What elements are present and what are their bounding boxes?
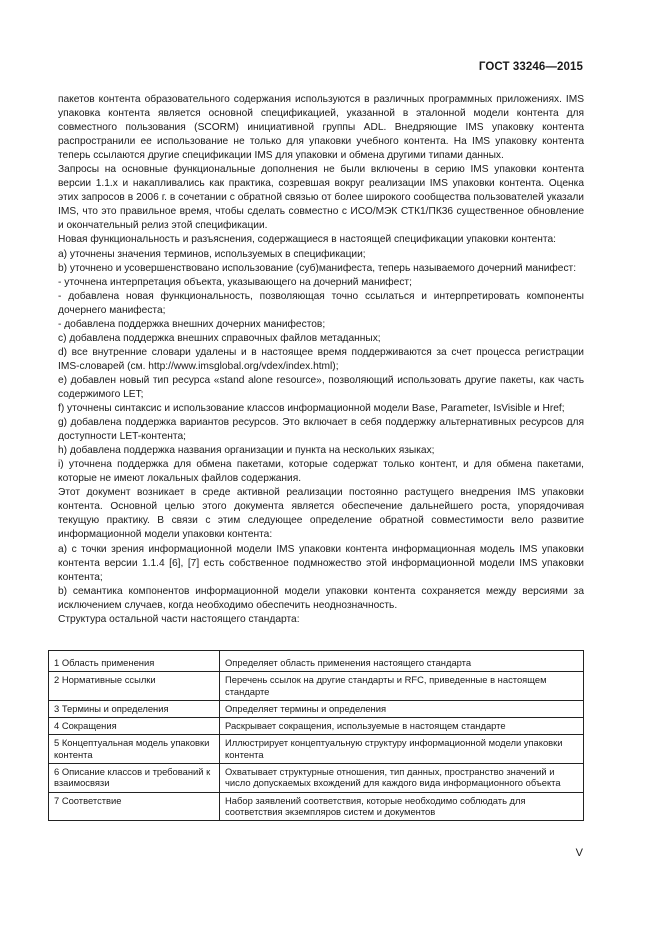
- paragraph: Этот документ возникает в среде активной реализации постоянно растущего внедрения IMS упаковки контента. Основной целью этого документа является обеспечение дальнейшего роста, упорядочивая текущую практику. В связи с этим следующее определение обратной совместимости вело развитие информационной модели упаковки контента:: [58, 487, 584, 541]
- description-cell: Определяет область применения настоящего стандарта: [220, 651, 584, 672]
- section-cell: 7 Соответствие: [49, 792, 220, 821]
- paragraph: пакетов контента образовательного содержания используются в различных программных приложениях. IMS упаковка контента является основной спецификацией, указанной в эталонной модели контента для совместного пользования (SCORM) инициативной группы ADL. Внедряющие IMS упаковку контента распространили ее использование не только для упаковки учебного контента. На IMS упаковку контента теперь ссылаются другие спецификации IMS для упаковки и обмена другими типами данных.: [58, 94, 584, 162]
- table-row: [49, 792, 584, 821]
- table-row: [49, 672, 584, 701]
- dash-item: - добавлена поддержка внешних дочерних манифестов;: [58, 318, 326, 330]
- list-item: а) уточнены значения терминов, используемых в спецификации;: [58, 248, 366, 260]
- table-row: [49, 700, 584, 717]
- paragraph: Новая функциональность и разъяснения, содержащиеся в настоящей спецификации упаковки контента:: [58, 234, 556, 246]
- paragraph: Запросы на основные функциональные дополнения не были включены в серию IMS упаковки контента версии 1.1.x и накапливались как практика, созревшая вокруг реализации IMS упаковки контента. Оценка этих запросов в 2006 г. в сочетании с обратной связью от более широкого сообщества пользователей указали IMS, что это правильное время, чтобы сделать совместно с ИСО/МЭК СТК1/ПК36 существенное обновление и окончательный релиз этой спецификации.: [58, 164, 584, 232]
- paragraph: Структура остальной части настоящего стандарта:: [58, 613, 300, 625]
- list-item: с) добавлена поддержка внешних справочных файлов метаданных;: [58, 332, 381, 344]
- section-cell: 5 Концептуальная модель упаковки контента: [49, 735, 220, 764]
- section-cell: 6 Описание классов и требований к взаимосвязи: [49, 764, 220, 793]
- document-header: ГОСТ 33246—2015: [478, 61, 583, 73]
- description-cell: Раскрывает сокращения, используемые в настоящем стандарте: [220, 718, 584, 735]
- table-row: [49, 651, 584, 672]
- list-item: i) уточнена поддержка для обмена пакетами, которые содержат только контент, и для обмена пакетами, которые не имеют локальных файлов содержания.: [58, 459, 584, 485]
- list-item: е) добавлен новый тип ресурса «stand alone resource», позволяющий использовать другие пакеты, как часть содержимого LET;: [58, 374, 584, 400]
- description-cell: Охватывает структурные отношения, тип данных, пространство значений и число допускаемых вхождений для каждого вида информационного объекта: [220, 764, 584, 793]
- list-item: d) все внутренние словари удалены и в настоящее время поддерживаются за счет процесса регистрации IMS-словарей (см. http://www.imsglobal.org/vdex/index.html);: [58, 346, 584, 372]
- table-row: [49, 764, 584, 793]
- table-row: [49, 718, 584, 735]
- description-cell: Иллюстрирует концептуальную структуру информационной модели упаковки контента: [220, 735, 584, 764]
- list-item: а) с точки зрения информационной модели IMS упаковки контента информационная модель IMS упаковки контента версии 1.1.4 [6], [7] есть собственное подмножество этой информационной модели IMS упаковки контента;: [58, 543, 584, 583]
- table-row: [49, 735, 584, 764]
- body-text: [58, 93, 584, 627]
- list-item: b) семантика компонентов информационной модели упаковки контента сохраняется между версиями за исключением случаев, когда необходимо обеспечить неоднозначность.: [58, 585, 584, 611]
- section-cell: 1 Область применения: [49, 651, 220, 672]
- structure-table: [48, 650, 584, 821]
- dash-item: - добавлена новая функциональность, позволяющая точно ссылаться и интерпретировать компоненты дочернего манифеста;: [58, 290, 584, 316]
- section-cell: 4 Сокращения: [49, 718, 220, 735]
- list-item: b) уточнено и усовершенствовано использование (суб)манифеста, теперь называемого дочерний манифест:: [58, 262, 577, 274]
- dash-item: - уточнена интерпретация объекта, указывающего на дочерний манифест;: [58, 276, 412, 288]
- section-cell: 2 Нормативные ссылки: [49, 672, 220, 701]
- description-cell: Набор заявлений соответствия, которые необходимо соблюдать для соответствия экземпляров систем и документов: [220, 792, 584, 821]
- page-number: V: [575, 847, 583, 859]
- list-item: h) добавлена поддержка названия организации и пункта на нескольких языках;: [58, 445, 435, 457]
- section-cell: 3 Термины и определения: [49, 700, 220, 717]
- description-cell: Перечень ссылок на другие стандарты и RFC, приведенные в настоящем стандарте: [220, 672, 584, 701]
- description-cell: Определяет термины и определения: [220, 700, 584, 717]
- list-item: f) уточнены синтаксис и использование классов информационной модели Base, Parameter, IsVisible и Href;: [58, 403, 565, 415]
- list-item: g) добавлена поддержка вариантов ресурсов. Это включает в себя поддержку альтернативных ресурсов для доступности LET-контента;: [58, 417, 584, 443]
